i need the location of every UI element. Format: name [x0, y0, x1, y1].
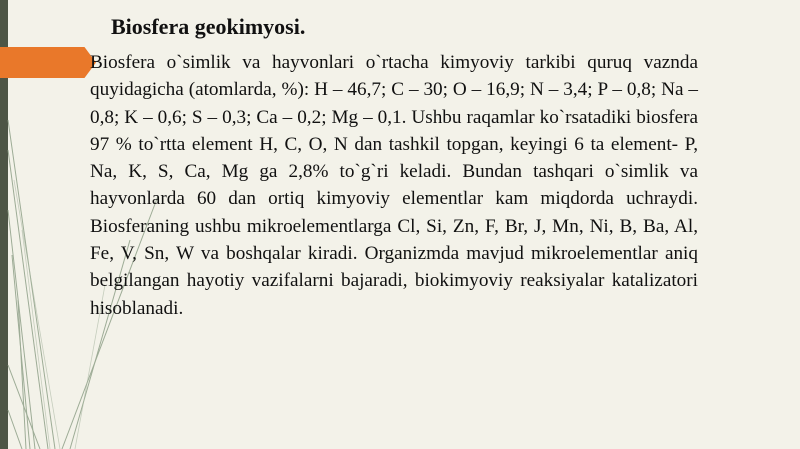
- slide-body-text: Biosfera o`simlik va hayvonlari o`rtacha kimyoviy tarkibi quruq vaznda quyidagicha (atomlarda, %): H – 46,7; C – 30; O – 16,9; N – 3,4; P – 0,8; Na – 0,8; K – 0,6; S – 0,3; Ca – 0,2; Mg – 0,1. Ushbu raqamlar ko`rsatadiki biosfera 97 % to`rtta element H, C, O, N dan tashkil topgan, keyingi 6 ta element- P, Na, K, S, Ca, Mg ga 2,8% to`g`ri keladi. Bundan tashqari o`simlik va hayvonlarda 60 dan ortiq kimyoviy elementlar kam miqdorda uchraydi. Biosferaning ushbu mikroelementlarga Cl, Si, Zn, F, Br, J, Mn, Ni, B, Ba, Al, Fe, V, Sn, W va boshqalar kiradi. Organizmda mavjud mikroelementlar aniq belgilangan hayotiy vazifalarni bajaradi, biokimyoviy reaksiyalar katalizatori hisoblanadi.: [90, 52, 698, 319]
- title-accent-arrow: [0, 47, 96, 78]
- slide-title: Biosfera geokimyosi.: [111, 14, 306, 39]
